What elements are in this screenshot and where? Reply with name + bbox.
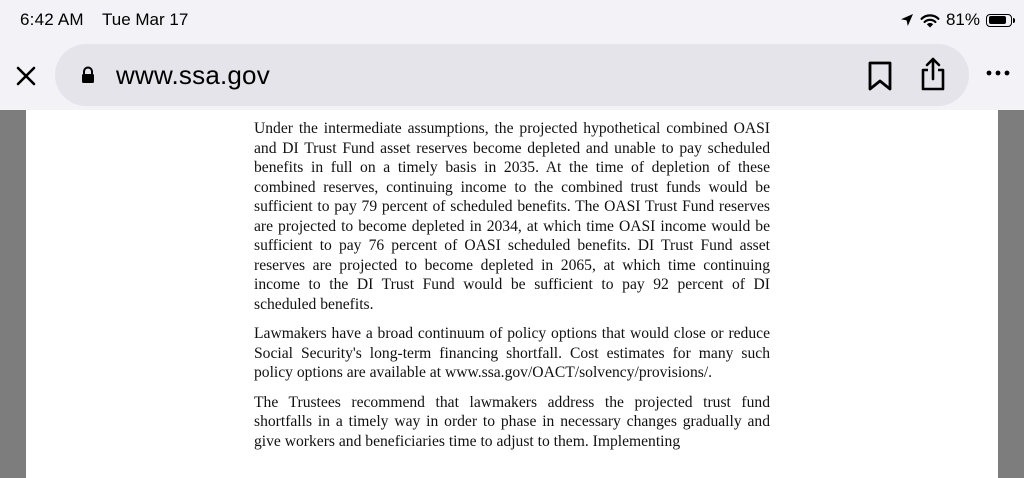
status-indicators [900,9,1012,31]
bookmark-icon[interactable] [866,60,894,92]
share-icon[interactable] [918,56,948,92]
paragraph-recommendation: The Trustees recommend that lawmakers address the projected trust fund shortfalls in a timely way in order to phase in necessary changes gradually and give workers and beneficiaries time to adjust to them. Implementing [254,393,770,450]
address-bar[interactable] [55,44,969,106]
battery-percent: 81% [945,10,980,29]
battery-icon [986,14,1012,27]
status-date: Tue Mar 17 [102,10,189,29]
battery-tip [1013,18,1015,23]
paragraph-depletion: Under the intermediate assumptions, the projected hypothetical combined OASI and DI Trust Fund asset reserves become depleted and unable to pay scheduled benefits in full on a timely basis in 2035. At the time of depletion of these combined reserves, continuing income to the combined trust funds would be sufficient to pay 79 percent of scheduled benefits. The OASI Trust Fund reserves are projected to become depleted in 2034, at which time OASI income would be sufficient to pay 76 percent of OASI scheduled benefits. DI Trust Fund asset reserves are projected to become depleted in 2065, at which time continuing income to the DI Trust Fund would be sufficient to pay 92 percent of DI scheduled benefits. [254,120,770,313]
close-icon [15,65,37,87]
more-button[interactable] [984,62,1012,84]
close-button[interactable] [13,63,39,89]
status-bar [0,0,1024,40]
document-text [254,119,770,461]
more-icon [986,70,1010,76]
url-text[interactable]: www.ssa.gov [116,60,270,90]
document-viewer[interactable] [0,110,1024,478]
battery-fill [989,16,1006,24]
location-arrow-icon [900,13,914,27]
lock-icon [80,66,96,84]
document-page [26,110,998,478]
paragraph-policy-options: Lawmakers have a broad continuum of policy options that would close or reduce Social Security's long-term financing shortfall. Cost estimates for many such policy options are available at www.ssa.gov/OACT/solvency/provisions/. [254,325,770,381]
wifi-icon [920,13,940,28]
browser-toolbar [0,40,1024,110]
status-time: 6:42 AM [20,10,84,29]
